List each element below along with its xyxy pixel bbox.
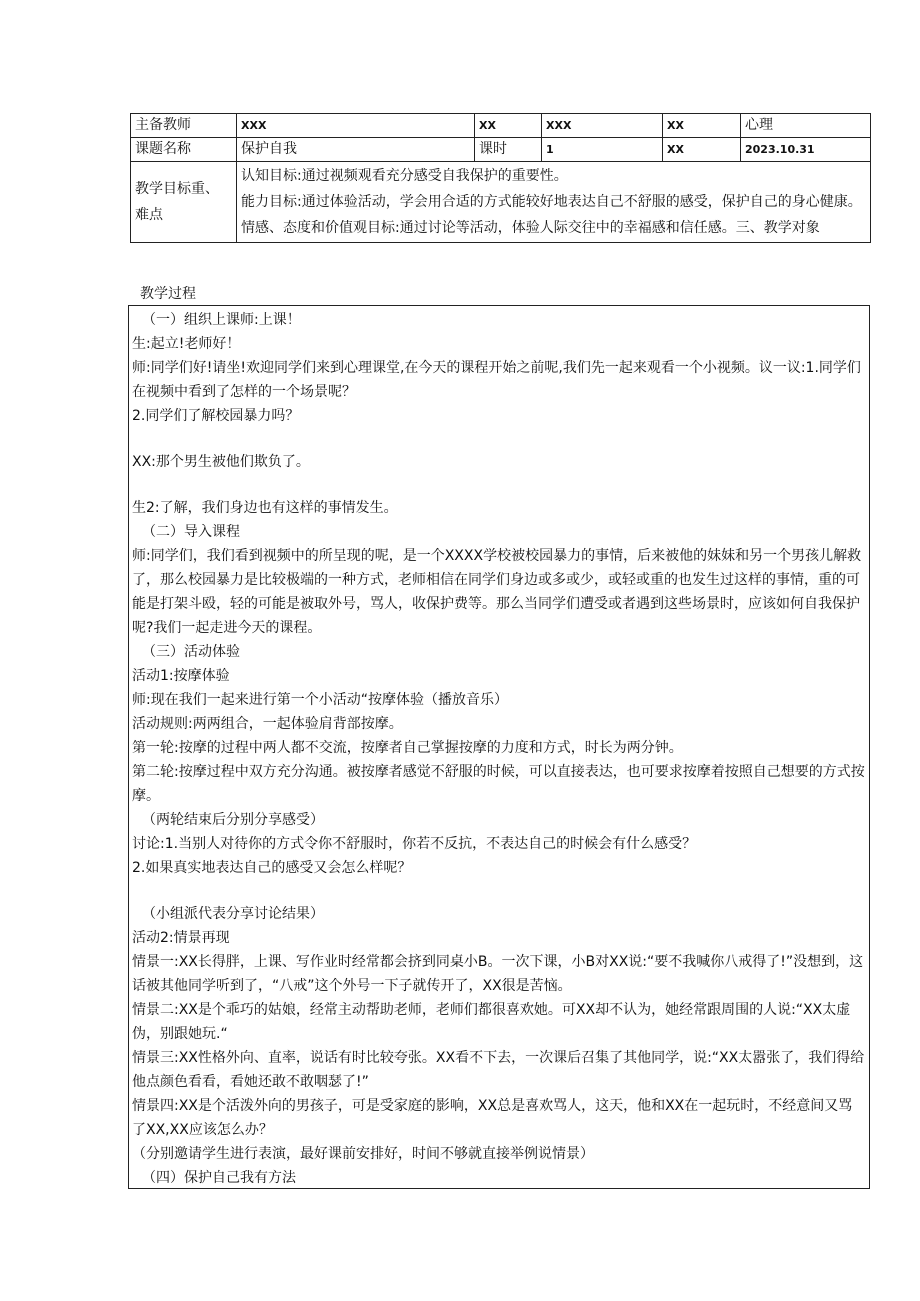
period-value: 1 <box>542 138 663 162</box>
goals-row <box>131 162 871 243</box>
header-cell-3: XX <box>475 114 542 138</box>
goal-emotion: 情感、态度和价值观目标:通过讨论等活动，体验人际交往中的幸福感和信任感。三、教学对象 <box>241 220 820 236</box>
process-line: 情景一:XX长得胖，上课、写作业时经常都会挤到同桌小B。一次下课，小B对XX说:“要不我喊你八戒得了!”没想到，这话被其他同学听到了，“八戒”这个外号一下子就传开了，XX很是苦恼。 <box>132 954 864 994</box>
process-line: 活动1:按摩体验 <box>132 668 230 684</box>
process-line: 师:现在我们一起来进行第一个小活动“按摩体验（播放音乐） <box>132 692 508 708</box>
topic-value: 保护自我 <box>237 138 475 162</box>
process-line: （一）组织上课师:上课！ <box>142 312 301 328</box>
goal-cognitive: 认知目标:通过视频观看充分感受自我保护的重要性。 <box>241 168 568 184</box>
process-line: 生:起立!老师好！ <box>132 336 241 352</box>
teacher-row <box>131 114 871 138</box>
process-line: 2.同学们了解校园暴力吗？ <box>132 408 300 424</box>
process-line: 师:同学们，我们看到视频中的所呈现的呢，是一个XXXX学校被校园暴力的事情，后来被他的妹妹和另一个男孩儿解救了，那么校园暴力是比较极端的一种方式，老师相信在同学们身边或多或少，或轻或重的也发生过这样的事情，重的可能是打架斗殴，轻的可能是被取外号，骂人，收保护费等。那么当同学们遭受或者遇到这些场景时，应该如何自我保护呢?我们一起走进今天的课程。 <box>132 548 862 636</box>
goals-label: 教学目标重、难点 <box>131 162 237 243</box>
process-line: 活动规则:两两组合，一起体验肩背部按摩。 <box>132 716 403 732</box>
teacher-label: 主备教师 <box>131 114 237 138</box>
process-line: 2.如果真实地表达自己的感受又会怎么样呢？ <box>132 860 412 876</box>
period-label: 课时 <box>475 138 542 162</box>
process-line: 活动2:情景再现 <box>132 930 230 946</box>
process-line: 师:同学们好!请坐!欢迎同学们来到心理课堂,在今天的课程开始之前呢,我们先一起来观看一个小视频。议一议:1.同学们在视频中看到了怎样的一个场景呢？ <box>132 360 861 400</box>
process-line: 讨论:1.当别人对待你的方式令你不舒服时，你若不反抗，不表达自己的时候会有什么感受？ <box>132 836 697 852</box>
header-cell-5: XX <box>663 114 741 138</box>
process-line: 情景四:XX是个活泼外向的男孩子，可是受家庭的影响，XX总是喜欢骂人，这天，他和XX在一起玩时，不经意间又骂了XX,XX应该怎么办？ <box>132 1098 853 1138</box>
process-line: 情景二:XX是个乖巧的姑娘，经常主动帮助老师，老师们都很喜欢她。可XX却不认为，她经常跟周围的人说:“XX太虚伪，别跟她玩.“ <box>132 1002 851 1042</box>
process-line: （二）导入课程 <box>142 524 240 540</box>
date-value: 2023.10.31 <box>741 138 871 162</box>
process-line: （四）保护自己我有方法 <box>142 1170 296 1186</box>
topic-label: 课题名称 <box>131 138 237 162</box>
process-line: （小组派代表分享讨论结果） <box>142 906 324 922</box>
teacher-value: XXX <box>237 114 475 138</box>
subject-value: 心理 <box>741 114 871 138</box>
process-box <box>128 305 870 1189</box>
process-line: 第二轮:按摩过程中双方充分沟通。被按摩者感觉不舒服的时候，可以直接表达，也可要求按摩着按照自己想要的方式按摩。 <box>132 764 865 804</box>
process-line: 第一轮:按摩的过程中两人都不交流，按摩者自己掌握按摩的力度和方式，时长为两分钟。 <box>132 740 683 756</box>
lesson-info-table <box>130 113 871 243</box>
process-line: XX:那个男生被他们欺负了。 <box>132 454 310 470</box>
process-title: 教学过程 <box>140 286 196 302</box>
topic-row <box>131 138 871 162</box>
process-line: （三）活动体验 <box>142 644 240 660</box>
process-line: 情景三:XX性格外向、直率，说话有时比较夸张。XX看不下去，一次课后召集了其他同学，说:“XX太嚣张了，我们得给他点颜色看看，看她还敢不敢咽瑟了!” <box>132 1050 865 1090</box>
process-line: （两轮结束后分别分享感受） <box>142 812 324 828</box>
goal-ability: 能力目标:通过体验活动，学会用合适的方式能较好地表达自己不舒服的感受，保护自己的身心健康。 <box>241 194 862 210</box>
date-label: XX <box>663 138 741 162</box>
process-line: 生2:了解，我们身边也有这样的事情发生。 <box>132 500 398 516</box>
header-cell-4: XXX <box>542 114 663 138</box>
goals-content <box>237 162 871 243</box>
process-line: （分别邀请学生进行表演，最好课前安排好，时间不够就直接举例说情景） <box>132 1146 594 1162</box>
